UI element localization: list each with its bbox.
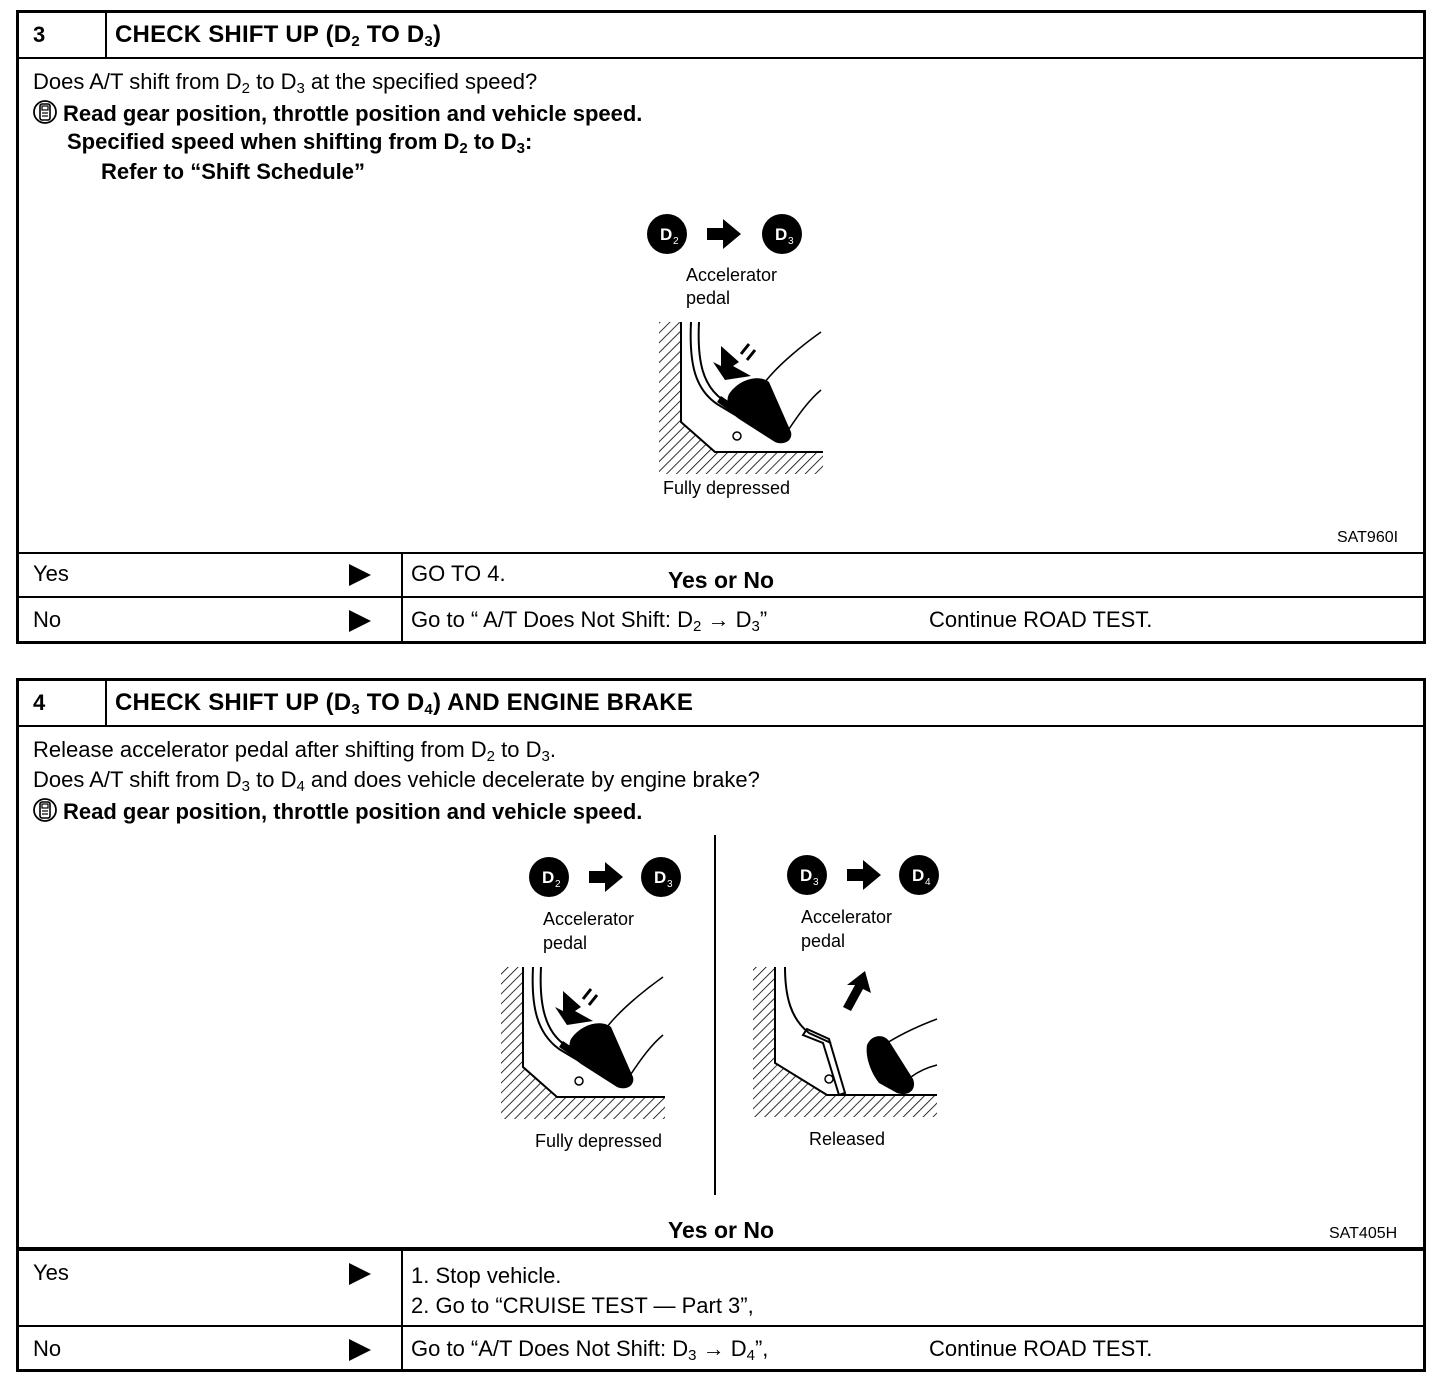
figure-ref: SAT960I [1337, 529, 1399, 546]
svg-text:3: 3 [667, 879, 673, 890]
svg-text:3: 3 [813, 877, 819, 888]
step-4-header [19, 681, 1423, 727]
yes-action-1: 1. Stop vehicle. [411, 1263, 562, 1288]
svg-text:2: 2 [673, 236, 679, 247]
refer-text: Refer to “Shift Schedule” [101, 159, 366, 184]
question-text: Does A/T shift from $D_3$ to $D_4$ and does vehicle decelerate by engine brake? [33, 767, 760, 795]
yes-label: Yes [33, 561, 69, 586]
step-3-box [16, 10, 1426, 644]
figure-ref: SAT405H [1329, 1225, 1398, 1242]
consult-tool-icon [33, 99, 57, 125]
svg-text:4: 4 [925, 877, 931, 888]
release-text: Release accelerator pedal after shifting from $D_2$ to $D_3$. [33, 737, 556, 765]
right-arrow-icon [707, 219, 741, 249]
no-row [19, 1325, 1423, 1371]
svg-text:2: 2 [555, 879, 561, 890]
step-title: CHECK SHIFT UP ($D_3$ TO $D_4$) AND ENGINE BRAKE [115, 689, 694, 718]
pedal-figure-depressed [629, 204, 849, 504]
yes-action: GO TO 4. [411, 561, 506, 586]
yes-row [19, 1251, 1423, 1325]
right-arrow-icon [847, 860, 881, 890]
svg-text:D: D [660, 225, 673, 244]
continue-road-test: Continue ROAD TEST. [929, 1336, 1153, 1361]
svg-text:D: D [654, 868, 667, 887]
yes-or-no-heading: Yes or No [667, 1217, 775, 1243]
svg-text:D: D [775, 225, 788, 244]
pedal-figure-released [747, 847, 967, 1157]
read-instruction: Read gear position, throttle position and vehicle speed. [33, 797, 642, 825]
svg-text:Accelerator: Accelerator [543, 909, 635, 929]
svg-text:Fully depressed: Fully depressed [535, 1131, 663, 1151]
step-number: 4 [19, 681, 107, 725]
yes-or-no-heading: Yes or No [667, 567, 775, 593]
spec-speed-text: Specified speed when shifting from $D_2$ to $D_3$: [67, 129, 533, 157]
play-arrow-icon [349, 1263, 371, 1285]
play-arrow-icon [349, 1339, 371, 1361]
yes-label: Yes [33, 1260, 69, 1285]
svg-text:Accelerator: Accelerator [801, 907, 893, 927]
no-action: Go to “ A/T Does Not Shift: $D_2 \to D_3$” Continue ROAD TEST. [403, 598, 1423, 642]
consult-tool-icon [33, 797, 57, 823]
continue-road-test: Continue ROAD TEST. [929, 607, 1153, 632]
step-4-content [19, 727, 1423, 1249]
pedal-figure-depressed [489, 847, 709, 1157]
right-arrow-icon [589, 862, 623, 892]
step-3-header [19, 13, 1423, 59]
figure-divider [714, 835, 716, 1195]
read-instruction: Read gear position, throttle position and vehicle speed. [33, 99, 642, 127]
svg-text:pedal: pedal [543, 933, 588, 953]
no-label: No [33, 1336, 62, 1361]
no-label: No [33, 607, 62, 632]
yes-row [19, 552, 1423, 596]
no-action: Go to “A/T Does Not Shift: $D_3 \to D_4$”, Continue ROAD TEST. [403, 1327, 1423, 1371]
question-text: Does A/T shift from $D_2$ to $D_3$ at the specified speed? [33, 69, 538, 97]
svg-text:pedal: pedal [801, 931, 846, 951]
svg-text:D: D [912, 866, 925, 885]
step-number: 3 [19, 13, 107, 57]
step-4-box [16, 678, 1426, 1372]
play-arrow-icon [349, 564, 371, 586]
fully-depressed-caption: Fully depressed [663, 478, 791, 498]
yes-action-2: 2. Go to “CRUISE TEST — Part 3”, [411, 1293, 754, 1318]
svg-text:D: D [542, 868, 555, 887]
pedal-label: pedal [686, 288, 731, 308]
step-title: CHECK SHIFT UP ($D_2$ TO $D_3$) [115, 21, 442, 50]
play-arrow-icon [349, 610, 371, 632]
svg-text:Released: Released [809, 1129, 886, 1149]
yes-actions [403, 1251, 1423, 1325]
svg-text:3: 3 [788, 236, 794, 247]
no-row [19, 596, 1423, 642]
accelerator-label: Accelerator [686, 265, 778, 285]
svg-text:D: D [800, 866, 813, 885]
